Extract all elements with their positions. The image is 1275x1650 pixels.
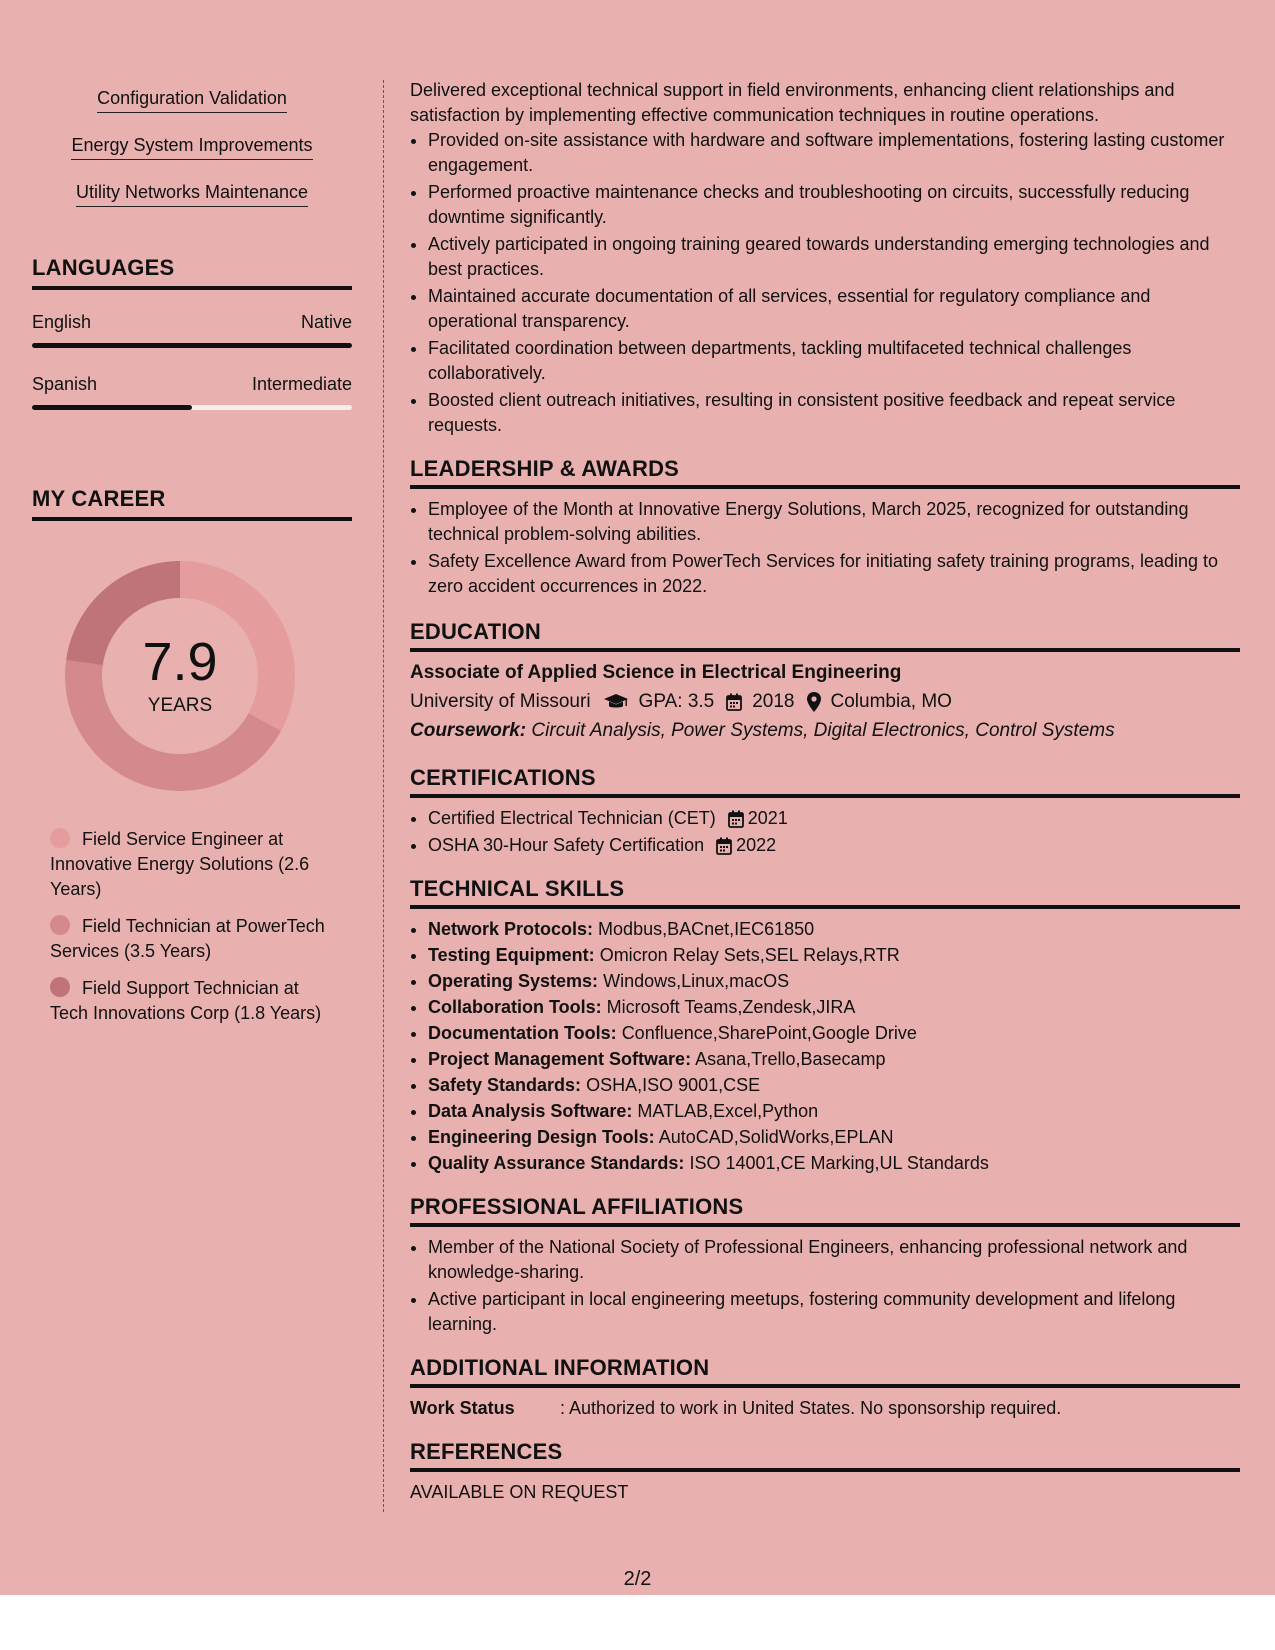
list-item: • Active participant in local engineering meetups, fostering community development and lifelong learning. [428, 1287, 1240, 1337]
list-item: • Performed proactive maintenance checks and troubleshooting on circuits, successfully reducing downtime significantly. [428, 180, 1240, 230]
skill-values: Microsoft Teams,Zendesk,JIRA [606, 997, 856, 1017]
language-item [32, 312, 352, 348]
coursework-label: Coursework: [410, 720, 527, 741]
experience-bullets [410, 128, 1240, 438]
skill-category: Testing Equipment: [428, 945, 595, 965]
language-bar [32, 405, 352, 410]
list-item: • Facilitated coordination between departments, tackling multifaceted technical challenges collaboratively. [428, 336, 1240, 386]
career-legend [32, 827, 352, 1026]
calendar-icon [728, 810, 744, 828]
experience-summary: Delivered exceptional technical support in field environments, enhancing client relationships and satisfaction by implementing effective communication techniques in routine operations. [410, 80, 1175, 125]
skill-category: Network Protocols: [428, 919, 594, 939]
certification-name: • Certified Electrical Technician (CET) [428, 808, 716, 828]
list-item [428, 1047, 1240, 1072]
leadership-list [410, 497, 1240, 599]
list-item: • Boosted client outreach initiatives, resulting in consistent positive feedback and repeat service requests. [428, 388, 1240, 438]
skill-values: Asana,Trello,Basecamp [695, 1049, 886, 1069]
career-legend-label: Field Service Engineer at Innovative Energy Solutions (2.6 Years) [50, 829, 310, 899]
sidebar [32, 80, 352, 1038]
leadership-heading: LEADERSHIP & AWARDS [410, 456, 1240, 489]
skill-values: Confluence,SharePoint,Google Drive [621, 1023, 917, 1043]
list-item [428, 1073, 1240, 1098]
career-total-unit: YEARS [147, 695, 213, 716]
skills-list [410, 917, 1240, 1176]
references-text: AVAILABLE ON REQUEST [410, 1482, 629, 1502]
skill-values: Modbus,BACnet,IEC61850 [598, 919, 815, 939]
skill-tag: Utility Networks Maintenance [76, 182, 308, 207]
graduation-cap-icon [603, 693, 629, 711]
gpa: GPA: 3.5 [638, 691, 715, 712]
work-status-value: : Authorized to work in United States. No sponsorship required. [560, 1398, 1062, 1418]
education-details [410, 689, 1240, 714]
calendar-icon [716, 837, 732, 855]
language-name: English [32, 312, 92, 332]
list-item [428, 1021, 1240, 1046]
calendar-icon [726, 693, 742, 711]
skill-values: MATLAB,Excel,Python [637, 1101, 819, 1121]
list-item [428, 969, 1240, 994]
list-item [428, 917, 1240, 942]
graduation-year: 2018 [752, 691, 795, 712]
legend-dot [50, 915, 70, 935]
list-item: • Maintained accurate documentation of all services, essential for regulatory compliance and operational transparency. [428, 284, 1240, 334]
skill-category: Operating Systems: [428, 971, 599, 991]
language-bar [32, 343, 352, 348]
list-item: • Provided on-site assistance with hardware and software implementations, fostering lasting customer engagement. [428, 128, 1240, 178]
career-legend-item [50, 914, 325, 964]
certification-year: 2022 [736, 835, 777, 855]
list-item [428, 943, 1240, 968]
certification-name: • OSHA 30-Hour Safety Certification [428, 835, 705, 855]
certification-year: 2021 [747, 808, 788, 828]
language-name: Spanish [32, 374, 98, 394]
skills-heading: TECHNICAL SKILLS [410, 876, 1240, 909]
language-bar-fill [32, 343, 352, 348]
coursework [410, 718, 1240, 743]
list-item [428, 995, 1240, 1020]
list-item: • Safety Excellence Award from PowerTech Services for initiating safety training programs, leading to zero accident occurrences in 2022. [428, 549, 1240, 599]
skill-category: Collaboration Tools: [428, 997, 602, 1017]
list-item: • Member of the National Society of Professional Engineers, enhancing professional network and knowledge-sharing. [428, 1235, 1240, 1285]
skill-category: Engineering Design Tools: [428, 1127, 655, 1147]
language-level: Native [300, 312, 352, 332]
skill-values: Omicron Relay Sets,SEL Relays,RTR [599, 945, 900, 965]
skill-category: Data Analysis Software: [428, 1101, 633, 1121]
certifications-heading: CERTIFICATIONS [410, 765, 1240, 798]
career-legend-item [50, 976, 325, 1026]
page-number: 2/2 [623, 1568, 652, 1590]
list-item [428, 1151, 1240, 1176]
main-content [410, 78, 1240, 1505]
skill-tag: Configuration Validation [97, 88, 287, 113]
language-level: Intermediate [251, 374, 352, 394]
school-name: University of Missouri [410, 691, 591, 712]
column-divider [383, 80, 384, 1512]
list-item: • Actively participated in ongoing training geared towards understanding emerging technologies and best practices. [428, 232, 1240, 282]
work-status-label: Work Status [410, 1398, 515, 1418]
school-location: Columbia, MO [830, 691, 952, 712]
language-bar-fill [32, 405, 192, 410]
list-item [428, 806, 1240, 831]
legend-dot [50, 828, 70, 848]
list-item [428, 833, 1240, 858]
skill-values: ISO 14001,CE Marking,UL Standards [689, 1153, 989, 1173]
skill-category: Safety Standards: [428, 1075, 582, 1095]
location-pin-icon [807, 692, 821, 712]
skill-category: Documentation Tools: [428, 1023, 617, 1043]
list-item: • Employee of the Month at Innovative Energy Solutions, March 2025, recognized for outstanding technical problem-solving abilities. [428, 497, 1240, 547]
career-heading: MY CAREER [32, 486, 352, 521]
skill-values: Windows,Linux,macOS [603, 971, 790, 991]
coursework-list: Circuit Analysis, Power Systems, Digital Electronics, Control Systems [531, 720, 1115, 741]
affiliations-list [410, 1235, 1240, 1337]
skill-category: Project Management Software: [428, 1049, 692, 1069]
degree-title: Associate of Applied Science in Electrical Engineering [410, 662, 902, 683]
career-legend-label: Field Support Technician at Tech Innovations Corp (1.8 Years) [50, 978, 322, 1023]
skill-values: OSHA,ISO 9001,CSE [586, 1075, 761, 1095]
work-status-row [410, 1396, 1240, 1421]
career-donut-chart [65, 561, 295, 791]
skill-category: Quality Assurance Standards: [428, 1153, 685, 1173]
certifications-list [410, 806, 1240, 858]
career-legend-label: Field Technician at PowerTech Services (3.5 Years) [50, 916, 325, 961]
skill-tag: Energy System Improvements [71, 135, 312, 160]
references-heading: REFERENCES [410, 1439, 1240, 1472]
list-item [428, 1099, 1240, 1124]
education-heading: EDUCATION [410, 619, 1240, 652]
languages-heading: LANGUAGES [32, 255, 352, 290]
legend-dot [50, 977, 70, 997]
career-total-years: 7.9 [142, 632, 218, 692]
career-legend-item [50, 827, 325, 902]
affiliations-heading: PROFESSIONAL AFFILIATIONS [410, 1194, 1240, 1227]
additional-info-heading: ADDITIONAL INFORMATION [410, 1355, 1240, 1388]
list-item [428, 1125, 1240, 1150]
skill-values: AutoCAD,SolidWorks,EPLAN [658, 1127, 894, 1147]
skill-tags [32, 80, 352, 221]
language-item [32, 374, 352, 410]
